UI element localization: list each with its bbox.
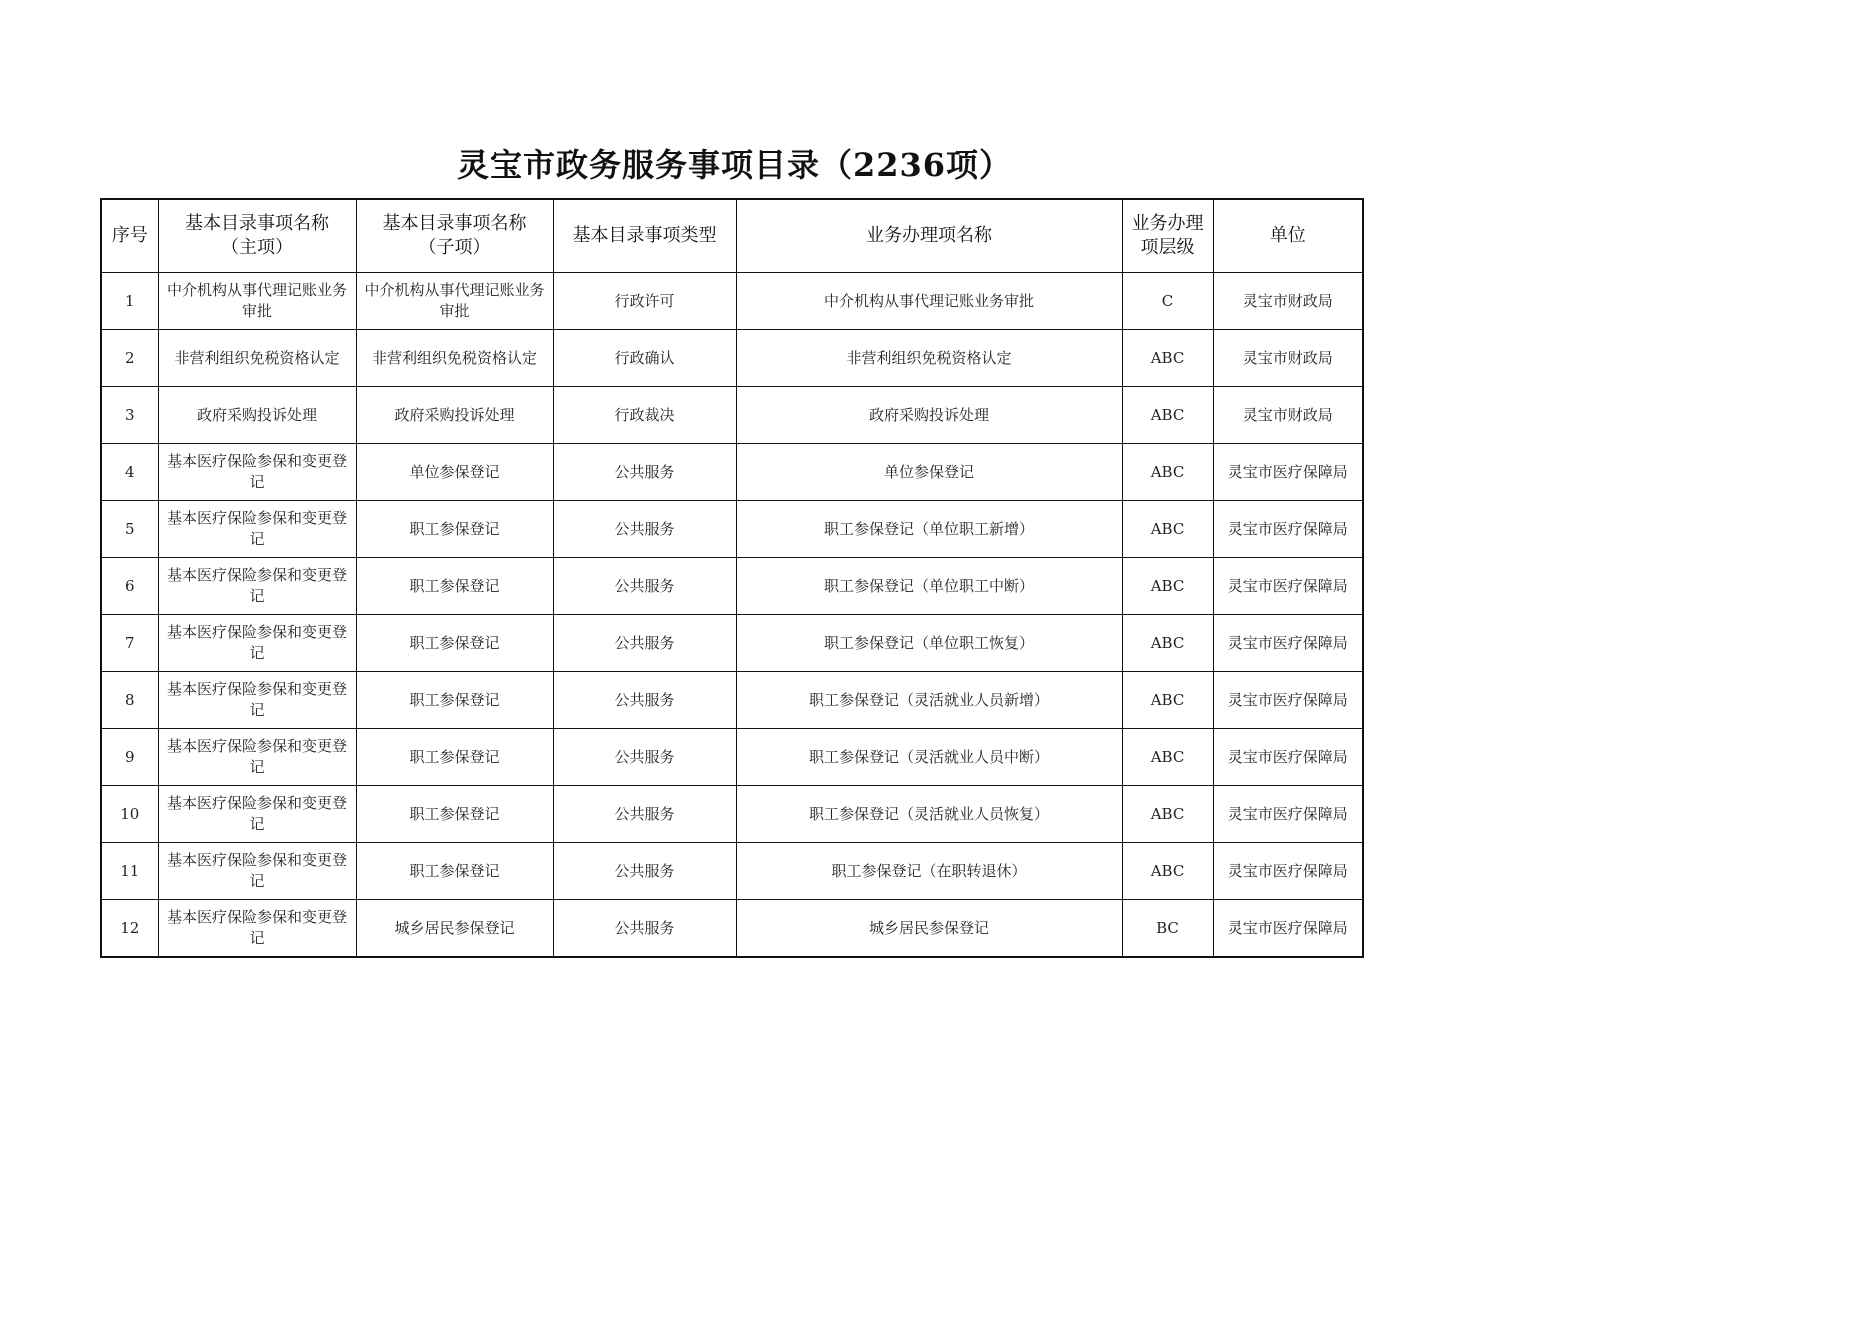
cell-no: 11 [101, 843, 158, 900]
cell-no: 12 [101, 900, 158, 958]
cell-business-name: 职工参保登记（单位职工恢复） [736, 615, 1122, 672]
header-sub-name [356, 199, 553, 273]
table-row [101, 672, 1363, 729]
cell-level: ABC [1122, 558, 1213, 615]
cell-no: 2 [101, 330, 158, 387]
cell-level: ABC [1122, 444, 1213, 501]
cell-business-name: 职工参保登记（灵活就业人员新增） [736, 672, 1122, 729]
cell-unit: 灵宝市财政局 [1213, 273, 1363, 330]
cell-business-name: 非营利组织免税资格认定 [736, 330, 1122, 387]
table-header-row [101, 199, 1363, 273]
cell-no: 1 [101, 273, 158, 330]
header-sub-name-line1: 基本目录事项名称 [382, 213, 527, 234]
cell-type: 行政裁决 [553, 387, 736, 444]
cell-no: 6 [101, 558, 158, 615]
cell-business-name: 职工参保登记（单位职工中断） [736, 558, 1122, 615]
cell-type: 行政确认 [553, 330, 736, 387]
cell-unit: 灵宝市财政局 [1213, 387, 1363, 444]
header-unit: 单位 [1213, 199, 1363, 273]
cell-type: 公共服务 [553, 501, 736, 558]
cell-type: 公共服务 [553, 843, 736, 900]
cell-business-name: 单位参保登记 [736, 444, 1122, 501]
cell-level: ABC [1122, 786, 1213, 843]
header-main-name-line1: 基本目录事项名称 [185, 213, 329, 234]
cell-type: 公共服务 [553, 786, 736, 843]
table-row [101, 729, 1363, 786]
cell-level: C [1122, 273, 1213, 330]
cell-business-name: 职工参保登记（在职转退休） [736, 843, 1122, 900]
header-level-line1: 业务办理 [1131, 213, 1204, 234]
cell-main-name: 基本医疗保险参保和变更登记 [158, 786, 356, 843]
cell-sub-name: 职工参保登记 [356, 672, 553, 729]
cell-unit: 灵宝市医疗保障局 [1213, 501, 1363, 558]
header-no: 序号 [101, 199, 158, 273]
table-row [101, 501, 1363, 558]
cell-business-name: 职工参保登记（单位职工新增） [736, 501, 1122, 558]
cell-main-name: 基本医疗保险参保和变更登记 [158, 558, 356, 615]
cell-no: 3 [101, 387, 158, 444]
cell-level: ABC [1122, 387, 1213, 444]
cell-no: 7 [101, 615, 158, 672]
cell-main-name: 基本医疗保险参保和变更登记 [158, 843, 356, 900]
cell-type: 行政许可 [553, 273, 736, 330]
header-main-name [158, 199, 356, 273]
cell-unit: 灵宝市医疗保障局 [1213, 558, 1363, 615]
cell-sub-name: 职工参保登记 [356, 501, 553, 558]
cell-sub-name: 职工参保登记 [356, 786, 553, 843]
table-row [101, 273, 1363, 330]
cell-unit: 灵宝市医疗保障局 [1213, 900, 1363, 958]
cell-no: 4 [101, 444, 158, 501]
cell-type: 公共服务 [553, 444, 736, 501]
cell-main-name: 基本医疗保险参保和变更登记 [158, 900, 356, 958]
cell-level: ABC [1122, 672, 1213, 729]
cell-level: ABC [1122, 729, 1213, 786]
header-sub-name-line2: （子项） [418, 237, 491, 258]
cell-sub-name: 职工参保登记 [356, 558, 553, 615]
header-business-name: 业务办理项名称 [736, 199, 1122, 273]
cell-level: ABC [1122, 843, 1213, 900]
table-row [101, 330, 1363, 387]
cell-level: ABC [1122, 501, 1213, 558]
cell-unit: 灵宝市医疗保障局 [1213, 672, 1363, 729]
cell-sub-name: 单位参保登记 [356, 444, 553, 501]
cell-business-name: 政府采购投诉处理 [736, 387, 1122, 444]
document-title: 灵宝市政务服务事项目录（2236项） [456, 146, 1013, 184]
table-row [101, 900, 1363, 958]
header-type: 基本目录事项类型 [553, 199, 736, 273]
cell-no: 9 [101, 729, 158, 786]
cell-type: 公共服务 [553, 729, 736, 786]
cell-main-name: 基本医疗保险参保和变更登记 [158, 444, 356, 501]
cell-no: 8 [101, 672, 158, 729]
cell-main-name: 中介机构从事代理记账业务审批 [158, 273, 356, 330]
cell-unit: 灵宝市医疗保障局 [1213, 444, 1363, 501]
cell-unit: 灵宝市医疗保障局 [1213, 615, 1363, 672]
cell-type: 公共服务 [553, 615, 736, 672]
cell-type: 公共服务 [553, 558, 736, 615]
table-row [101, 444, 1363, 501]
cell-sub-name: 城乡居民参保登记 [356, 900, 553, 958]
cell-unit: 灵宝市医疗保障局 [1213, 786, 1363, 843]
cell-business-name: 职工参保登记（灵活就业人员恢复） [736, 786, 1122, 843]
table-row [101, 786, 1363, 843]
cell-main-name: 基本医疗保险参保和变更登记 [158, 729, 356, 786]
cell-main-name: 基本医疗保险参保和变更登记 [158, 672, 356, 729]
table-row [101, 615, 1363, 672]
cell-business-name: 中介机构从事代理记账业务审批 [736, 273, 1122, 330]
cell-main-name: 非营利组织免税资格认定 [158, 330, 356, 387]
cell-main-name: 基本医疗保险参保和变更登记 [158, 615, 356, 672]
cell-sub-name: 职工参保登记 [356, 729, 553, 786]
cell-unit: 灵宝市医疗保障局 [1213, 843, 1363, 900]
cell-sub-name: 职工参保登记 [356, 615, 553, 672]
cell-level: ABC [1122, 615, 1213, 672]
table-row [101, 387, 1363, 444]
cell-no: 10 [101, 786, 158, 843]
table-row [101, 843, 1363, 900]
cell-business-name: 城乡居民参保登记 [736, 900, 1122, 958]
header-level [1122, 199, 1213, 273]
cell-level: ABC [1122, 330, 1213, 387]
cell-unit: 灵宝市财政局 [1213, 330, 1363, 387]
header-main-name-line2: （主项） [221, 237, 293, 258]
cell-main-name: 基本医疗保险参保和变更登记 [158, 501, 356, 558]
cell-no: 5 [101, 501, 158, 558]
cell-unit: 灵宝市医疗保障局 [1213, 729, 1363, 786]
cell-sub-name: 政府采购投诉处理 [356, 387, 553, 444]
cell-sub-name: 职工参保登记 [356, 843, 553, 900]
cell-sub-name: 非营利组织免税资格认定 [356, 330, 553, 387]
service-catalog-table [100, 198, 1364, 958]
cell-type: 公共服务 [553, 900, 736, 958]
table-row [101, 558, 1363, 615]
cell-main-name: 政府采购投诉处理 [158, 387, 356, 444]
header-level-line2: 项层级 [1140, 237, 1195, 258]
cell-level: BC [1122, 900, 1213, 958]
cell-business-name: 职工参保登记（灵活就业人员中断） [736, 729, 1122, 786]
cell-sub-name: 中介机构从事代理记账业务审批 [356, 273, 553, 330]
cell-type: 公共服务 [553, 672, 736, 729]
